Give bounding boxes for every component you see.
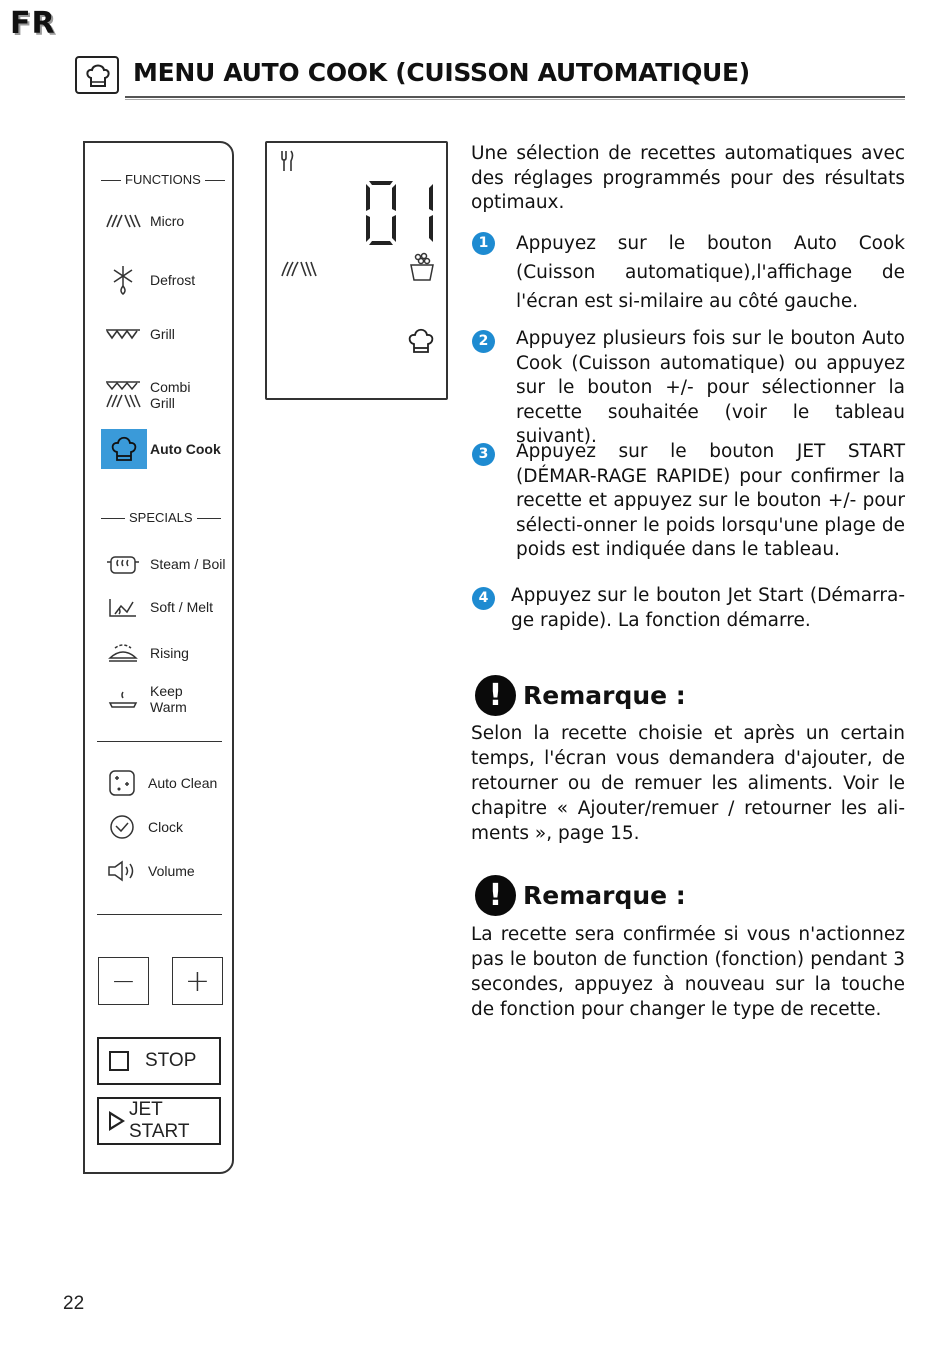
steam-boil-button[interactable] — [99, 544, 233, 584]
step-number: 2 — [472, 330, 495, 353]
steam-boil-label: Steam / Boil — [150, 556, 226, 572]
rising-button[interactable] — [99, 633, 233, 673]
note-1-body: Selon la recette choisie et après un certain temps, l'écran vous demandera d'ajouter, de retourner ou de remuer les aliments. Voir le chapitre « Ajouter/remuer / retourner les ali-ments », page 15. — [471, 723, 905, 844]
snowflake-drop-icon — [103, 264, 143, 296]
clock-button[interactable] — [99, 807, 233, 847]
keep-warm-button[interactable] — [99, 679, 233, 719]
control-panel — [83, 141, 234, 1174]
jet-start-label: JET START — [129, 1099, 190, 1142]
auto-cook-label: Auto Cook — [150, 441, 221, 457]
clock-icon — [103, 811, 141, 843]
sparkle-icon — [103, 767, 141, 799]
combi-grill-label: Combi Grill — [150, 379, 191, 411]
step-1 — [471, 229, 905, 316]
keep-warm-label: Keep Warm — [150, 683, 187, 715]
defrost-label: Defrost — [150, 272, 196, 288]
step-number: 3 — [472, 443, 495, 466]
stop-label: STOP — [145, 1050, 197, 1071]
stop-button[interactable] — [97, 1037, 221, 1085]
chef-hat-icon — [101, 429, 147, 469]
panel-divider — [97, 741, 222, 742]
speaker-icon — [103, 855, 141, 887]
grill-label: Grill — [150, 326, 175, 342]
step-4 — [471, 584, 905, 633]
note-1-heading — [475, 675, 686, 716]
auto-cook-button[interactable] — [99, 429, 233, 469]
title-rule — [125, 96, 905, 100]
volume-button[interactable] — [99, 851, 233, 891]
clock-label: Clock — [148, 819, 184, 835]
intro-paragraph: Une sélection de recettes automatiques avec des réglages programmés pour des résultats optimaux. — [471, 143, 905, 213]
step-text: Appuyez sur le bouton JET START (DÉMAR-RAGE RAPIDE) pour confirmer la recette et appuyez sur le bouton +/- pour sélecti-onner le poids lorsqu'une plage de poids est indiquée dans le tableau. — [516, 441, 905, 560]
note-2-heading — [475, 875, 686, 916]
volume-label: Volume — [148, 863, 195, 879]
step-text: Appuyez sur le bouton Auto Cook (Cuisson automatique),l'affichage de l'écran est si-milaire au côté gauche. — [516, 233, 905, 312]
language-tag: FR — [10, 6, 56, 41]
auto-clean-label: Auto Clean — [148, 775, 218, 791]
combi-grill-icon — [103, 379, 143, 411]
functions-title: FUNCTIONS — [97, 172, 222, 187]
display-screen — [265, 141, 448, 400]
steam-pot-icon — [103, 548, 143, 580]
microwave-waves-icon — [103, 205, 143, 237]
jet-start-button[interactable] — [97, 1097, 221, 1145]
chef-hat-icon — [75, 56, 119, 94]
note-2-body: La recette sera confirmée si vous n'actionnez pas le bouton de function (fonction) pendant 3 secondes, appuyez à nouveau sur la touche de fonction pour changer le type de recette. — [471, 924, 905, 1020]
note-title: Remarque : — [523, 881, 686, 910]
stop-square-icon — [109, 1051, 129, 1071]
page-title: MENU AUTO COOK (CUISSON AUTOMATIQUE) — [133, 58, 750, 87]
step-number: 4 — [472, 587, 495, 610]
panel-divider — [97, 914, 222, 915]
page-number: 22 — [63, 1293, 85, 1314]
defrost-button[interactable] — [99, 260, 233, 300]
step-text: Appuyez sur le bouton Jet Start (Démarra-ge rapide). La fonction démarre. — [511, 585, 905, 631]
exclamation-icon: ! — [475, 875, 516, 916]
cutlery-icon — [279, 149, 295, 173]
note-title: Remarque : — [523, 681, 686, 710]
microwave-waves-icon — [279, 258, 319, 280]
step-text: Appuyez plusieurs fois sur le bouton Auto Cook (Cuisson automatique) ou appuyez sur le bouton +/- pour sélectionner la recette souhaitée (voir le tableau suivant). — [516, 328, 905, 447]
combi-grill-button[interactable] — [99, 375, 233, 415]
chef-hat-icon — [406, 326, 436, 356]
display-digits — [363, 179, 441, 247]
exclamation-icon: ! — [475, 675, 516, 716]
soft-melt-label: Soft / Melt — [150, 599, 214, 615]
grill-icon — [103, 318, 143, 350]
grill-button[interactable] — [99, 314, 233, 354]
auto-clean-button[interactable] — [99, 763, 233, 803]
dough-rising-icon — [103, 637, 143, 669]
specials-title: SPECIALS — [97, 510, 222, 525]
play-triangle-icon — [109, 1111, 125, 1131]
soft-melt-button[interactable] — [99, 587, 233, 627]
melt-icon — [103, 591, 143, 623]
micro-button[interactable] — [99, 201, 233, 241]
rising-label: Rising — [150, 645, 189, 661]
keep-warm-icon — [103, 683, 143, 715]
micro-label: Micro — [150, 213, 185, 229]
step-3 — [471, 440, 905, 563]
display-digits-value — [267, 143, 268, 144]
step-2 — [471, 327, 905, 450]
step-number: 1 — [472, 232, 495, 255]
plus-button[interactable]: + — [172, 957, 223, 1005]
food-bowl-icon — [408, 251, 436, 283]
minus-button[interactable]: − — [98, 957, 149, 1005]
